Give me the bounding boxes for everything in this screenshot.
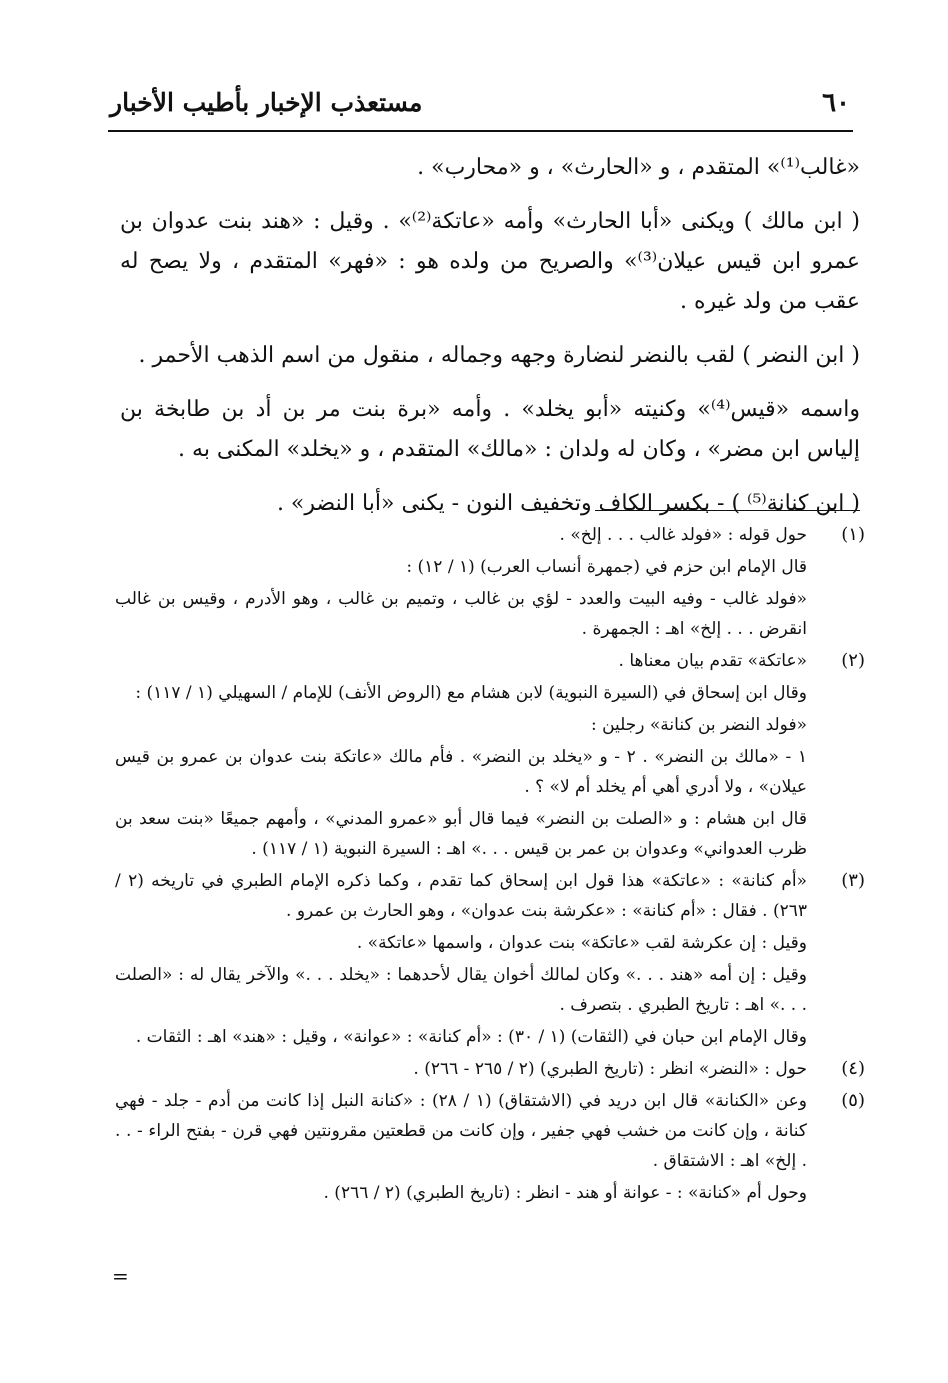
footnote-line: «فولد النضر بن كنانة» رجلين : [590, 715, 807, 735]
footnote-number: (٢) [841, 650, 865, 671]
main-paragraph: ( ابن كنانة⁽⁵⁾ ) - بكسر الكاف وتخفيف النون - يكنى «أبا النضر» . [276, 491, 860, 516]
footnote-number: (٣) [841, 870, 865, 891]
footnote-line: وعن «الكنانة» قال ابن دريد في (الاشتقاق) (١ / ٢٨) : «كنانة النبل إذا كانت من أدم - جلد - فهي كنانة ، وإن كانت من خشب فهي جفير ، وإن كانت من قطعتين مقرونتين فهي قرن - بفتح الراء - . . . إلخ» اهـ : الاشتقاق . [115, 1091, 807, 1171]
continuation-mark: = [112, 1264, 129, 1288]
footnote-line: «أم كنانة» : «عاتكة» هذا قول ابن إسحاق كما تقدم ، وكما ذكره الإمام الطبري في تاريخه (٢ / ٢٦٣) . فقال : «أم كنانة» : «عكرشة بنت عدوان» ، وهو الحارث بن عمرو . [115, 871, 808, 921]
footnote-line: حول قوله : «فولد غالب . . . إلخ» . [559, 525, 807, 545]
page-number: ٦٠ [822, 88, 850, 118]
footnote [115, 1086, 865, 1208]
footnote-separator [595, 510, 860, 511]
footnote-number: (٥) [841, 1090, 865, 1111]
footnote-line: حول : «النضر» انظر : (تاريخ الطبري) (٢ / ٢٦٥ - ٢٦٦) . [413, 1059, 807, 1079]
footnote-line: وقال الإمام ابن حبان في (الثقات) (١ / ٣٠) : «أم كنانة» : «عوانة» ، وقيل : «هند» اهـ : الثقات . [135, 1027, 807, 1047]
footnote [115, 520, 865, 644]
header-rule [108, 130, 853, 132]
footnote-line: ١ - «مالك بن النضر» . ٢ - و «يخلد بن النضر» . فأم مالك «عاتكة بنت عدوان بن عمرو بن قيس عيلان» ، ولا أدري أهي أم يخلد أم لا» ؟ . [115, 747, 807, 797]
footnote-line: وحول أم «كنانة» : - عوانة أو هند - انظر : (تاريخ الطبري) (٢ / ٢٦٦) . [323, 1183, 807, 1203]
footnote-line: «عاتكة» تقدم بيان معناها . [618, 651, 807, 671]
footnote-line: وقيل : إن عكرشة لقب «عاتكة» بنت عدوان ، واسمها «عاتكة» . [356, 933, 807, 953]
main-text [120, 148, 860, 538]
footnote-line: قال ابن هشام : و «الصلت بن النضر» فيما قال أبو «عمرو المدني» ، وأمهم جميعًا «بنت سعد بن ظرب العدواني» وعدوان بن عمر بن قيس . . .» اهـ : السيرة النبوية (١ / ١١٧) . [115, 809, 807, 859]
page-header [110, 88, 850, 128]
footnote-number: (١) [841, 524, 865, 545]
footnotes [115, 520, 865, 1210]
main-paragraph: «غالب⁽¹⁾» المتقدم ، و «الحارث» ، و «محارب» . [417, 155, 860, 180]
main-paragraph: واسمه «قيس⁽⁴⁾» وكنيته «أبو يخلد» . وأمه «برة بنت مر بن أد بن طابخة بن إلياس ابن مضر» ، وكان له ولدان : «مالك» المتقدم ، و «يخلد» المكنى به . [120, 397, 860, 462]
main-paragraph: ( ابن مالك ) ويكنى «أبا الحارث» وأمه «عاتكة⁽²⁾» . وقيل : «هند بنت عدوان بن عمرو ابن قيس عيلان⁽³⁾» والصريح من ولده هو : «فهر» المتقدم ، ولا يصح له عقب من ولد غيره . [120, 209, 860, 314]
footnote-line: وقيل : إن أمه «هند . . .» وكان لمالك أخوان يقال لأحدهما : «يخلد . . .» والآخر يقال له : «الصلت . . .» اهـ : تاريخ الطبري . بتصرف . [115, 965, 807, 1015]
footnote-line: «فولد غالب - وفيه البيت والعدد - لؤي بن غالب ، وتميم بن غالب ، وهو الأدرم ، وقيس بن غالب انقرض . . . إلخ» اهـ : الجمهرة . [115, 589, 807, 639]
footnote [115, 646, 865, 864]
running-title: مستعذب الإخبار بأطيب الأخبار [110, 88, 423, 117]
main-paragraph: ( ابن النضر ) لقب بالنضر لنضارة وجهه وجماله ، منقول من اسم الذهب الأحمر . [138, 343, 860, 368]
footnote [115, 866, 865, 1052]
footnote [115, 1054, 865, 1084]
footnote-number: (٤) [841, 1058, 865, 1079]
footnote-line: قال الإمام ابن حزم في (جمهرة أنساب العرب) (١ / ١٢) : [406, 557, 807, 577]
footnote-line: وقال ابن إسحاق في (السيرة النبوية) لابن هشام مع (الروض الأنف) للإمام / السهيلي (١ / ١١٧) : [135, 683, 807, 703]
